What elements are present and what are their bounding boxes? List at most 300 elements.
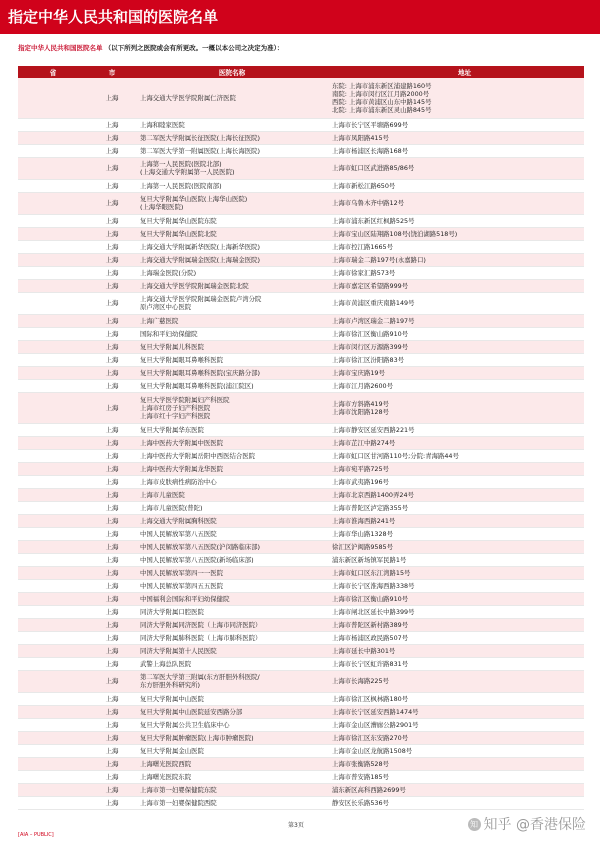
cell-hospital-name [136,266,328,279]
cell-province [18,131,88,144]
cell-address [328,553,584,566]
cell-city: 上海 [88,214,136,227]
cell-city: 上海 [88,192,136,214]
cell-hospital-name [136,462,328,475]
cell-address [328,605,584,618]
page-number: 第3页 [288,822,304,829]
cell-address [328,670,584,692]
cell-hospital-name [136,783,328,796]
cell-city: 上海 [88,514,136,527]
address-line: 上海市闵行区万源路399号 [332,342,409,351]
cell-province [18,436,88,449]
cell-address [328,314,584,327]
cell-hospital-name [136,731,328,744]
table-header-row [18,66,584,78]
address-line: 上海市宝庆路19号 [332,368,385,377]
cell-city: 上海 [88,783,136,796]
address-line: 上海市虹口区东江湾路15号 [332,568,411,577]
cell-province [18,540,88,553]
table-row [18,227,584,240]
address-line: 上海市芷江中路274号 [332,438,396,447]
hospital-name-line: 第二军医大学第一附属医院(上海长海医院) [140,146,261,155]
cell-city: 上海 [88,488,136,501]
address-line: 上海市徐汇区衡山路910号 [332,329,409,338]
cell-address [328,488,584,501]
cell-province [18,227,88,240]
address-line: 上海市长宁区虹许路831号 [332,659,409,668]
cell-province [18,718,88,731]
hospital-name-line: 上海曙光医院西院 [140,759,192,768]
cell-province [18,340,88,353]
cell-city: 上海 [88,501,136,514]
address-line: 上海市武夷路196号 [332,477,389,486]
cell-province [18,327,88,340]
address-line: 上海市乌鲁木齐中路12号 [332,199,405,207]
cell-city: 上海 [88,253,136,266]
cell-province [18,783,88,796]
table-row [18,118,584,131]
cell-city: 上海 [88,227,136,240]
hospital-name-line: 复旦大学附属肿瘤医院(上海市肿瘤医院) [140,733,254,742]
cell-province [18,618,88,631]
table-row [18,462,584,475]
table-row [18,731,584,744]
cell-province [18,179,88,192]
cell-hospital-name [136,392,328,423]
page-title: 指定中华人民共和国的医院名单 [8,8,219,26]
address-line: 上海市长宁区淮海西路338号 [332,581,415,590]
cell-address [328,731,584,744]
cell-address [328,253,584,266]
cell-province [18,705,88,718]
cell-hospital-name [136,340,328,353]
cell-hospital-name [136,240,328,253]
cell-hospital-name [136,540,328,553]
col-header-city: 市 [88,66,136,78]
cell-city: 上海 [88,540,136,553]
table-row [18,757,584,770]
cell-province [18,670,88,692]
title-bar [0,0,600,34]
cell-city: 上海 [88,157,136,179]
cell-hospital-name [136,579,328,592]
address-line: 上海市徐汇区东安路270号 [332,733,409,742]
cell-city: 上海 [88,718,136,731]
table-row [18,392,584,423]
hospital-table [18,66,584,810]
hospital-name-line: 上海中医药大学附属龙华医院 [140,464,224,473]
hospital-name-line: 上海市红房子妇产科医院 [140,403,211,412]
cell-city: 上海 [88,757,136,770]
cell-province [18,514,88,527]
col-header-hospital-name: 医院名称 [136,66,328,78]
cell-address [328,392,584,423]
cell-province [18,731,88,744]
address-line: 上海市北京西路1400弄24号 [332,490,414,499]
cell-city: 上海 [88,118,136,131]
cell-city: 上海 [88,692,136,705]
cell-city: 上海 [88,731,136,744]
address-line: 北院: 上海市浦东新区灵山路845号 [332,105,432,114]
cell-province [18,631,88,644]
table-row [18,379,584,392]
cell-hospital-name [136,631,328,644]
cell-city: 上海 [88,566,136,579]
cell-hospital-name [136,179,328,192]
hospital-name-line: 上海交通大学医学院附属瑞金医院卢湾分院 [140,295,262,303]
subtitle-label: 指定中华人民共和国医院名单 [18,44,103,52]
cell-city: 上海 [88,527,136,540]
cell-city: 上海 [88,449,136,462]
hospital-name-line: 上海市皮肤病性病防治中心 [140,477,217,486]
address-line: 上海市浦东新区红枫路525号 [332,216,415,225]
cell-city: 上海 [88,366,136,379]
table-row [18,179,584,192]
address-line: 上海市金山区漕廊公路2901号 [332,720,419,729]
address-line: 上海市普安路185号 [332,772,389,781]
table-row [18,436,584,449]
cell-province [18,692,88,705]
cell-address [328,266,584,279]
table-row [18,501,584,514]
cell-city: 上海 [88,327,136,340]
cell-city: 上海 [88,670,136,692]
cell-province [18,253,88,266]
table-row [18,605,584,618]
hospital-name-line: 复旦大学附属儿科医院 [140,342,204,351]
hospital-name-line: 上海中医药大学附属岳阳中西医结合医院 [140,451,256,460]
cell-province [18,796,88,809]
cell-hospital-name [136,192,328,214]
cell-hospital-name [136,592,328,605]
table-row [18,744,584,757]
cell-address [328,144,584,157]
cell-hospital-name [136,449,328,462]
hospital-name-line: 上海瑞金医院(分院) [140,268,197,277]
hospital-name-line: 上海第一人民医院(医院南部) [140,181,222,190]
cell-hospital-name [136,292,328,314]
cell-province [18,462,88,475]
cell-address [328,462,584,475]
cell-address [328,592,584,605]
hospital-name-line: 上海和睦家医院 [140,120,185,129]
address-line: 上海市闸北区延长中路399号 [332,607,415,616]
cell-address [328,214,584,227]
cell-hospital-name [136,744,328,757]
cell-address [328,340,584,353]
cell-address [328,157,584,179]
hospital-name-line: 武警上海总队医院 [140,659,192,668]
cell-hospital-name [136,605,328,618]
table-row [18,131,584,144]
address-line: 上海市静安区延安西路221号 [332,425,415,434]
cell-hospital-name [136,214,328,227]
hospital-name-line: 上海广慈医院 [140,316,179,325]
col-header-province: 省 [18,66,88,78]
cell-province [18,592,88,605]
table-row [18,657,584,670]
hospital-name-line: 同济大学附属第十人民医院 [140,646,217,655]
cell-province [18,449,88,462]
cell-hospital-name [136,757,328,770]
cell-city: 上海 [88,392,136,423]
cell-city: 上海 [88,644,136,657]
cell-address [328,757,584,770]
cell-hospital-name [136,253,328,266]
address-line: 上海市沈阳路128号 [332,407,389,416]
watermark-text: 知乎 @香港保险 [483,817,586,833]
table-row [18,514,584,527]
hospital-name-line: 复旦大学附属眼耳鼻喉科医院 [140,355,224,364]
cell-province [18,657,88,670]
cell-address [328,279,584,292]
cell-address [328,449,584,462]
address-line: 徐汇区沪闽路9585号 [332,542,393,551]
cell-hospital-name [136,157,328,179]
cell-address [328,327,584,340]
hospital-name-line: 复旦大学附属中山医院延安西路分部 [140,707,243,716]
cell-province [18,770,88,783]
table-row [18,327,584,340]
cell-address [328,475,584,488]
cell-city: 上海 [88,605,136,618]
address-line: 上海市张衡路528号 [332,759,389,768]
cell-province [18,501,88,514]
table-row [18,340,584,353]
cell-address [328,796,584,809]
table-row [18,553,584,566]
subtitle-note: （以下所列之医院或会有所更改。一概以本公司之决定为准）： [104,44,284,52]
cell-city: 上海 [88,78,136,118]
hospital-name-line: 同济大学附属口腔医院 [140,607,204,616]
cell-province [18,279,88,292]
cell-province [18,744,88,757]
address-line: 上海市虹口区武进路85/86号 [332,164,415,172]
cell-address [328,78,584,118]
cell-hospital-name [136,705,328,718]
subtitle [18,43,283,52]
hospital-name-line: 上海交通大学附属新华医院(上海新华医院) [140,242,261,251]
address-line: 东院: 上海市浦东新区浦建路160号 [332,81,432,90]
table-row [18,488,584,501]
address-line: 上海市方斜路419号 [332,399,389,408]
table-row [18,253,584,266]
cell-province [18,118,88,131]
hospital-name-line: 国际和平妇幼保健院 [140,329,198,338]
zhihu-logo-icon: 知 [468,818,481,831]
cell-province [18,214,88,227]
hospital-name-line: 复旦大学附属中山医院 [140,694,204,703]
cell-hospital-name [136,279,328,292]
cell-address [328,227,584,240]
hospital-name-line: 上海交通大学附属胸科医院 [140,516,217,525]
table-row [18,579,584,592]
cell-hospital-name [136,475,328,488]
cell-address [328,657,584,670]
cell-hospital-name [136,770,328,783]
cell-province [18,314,88,327]
hospital-name-line: 中国人民解放军第八五医院(新场临床部) [140,555,254,564]
address-line: 上海市华山路1328号 [332,529,393,538]
cell-address [328,501,584,514]
address-line: 南院: 上海市闵行区江月路2000号 [332,89,430,98]
address-line: 上海市徐家汇路573号 [332,268,396,277]
table-row [18,266,584,279]
cell-city: 上海 [88,705,136,718]
cell-province [18,192,88,214]
cell-province [18,157,88,179]
cell-hospital-name [136,131,328,144]
cell-city: 上海 [88,179,136,192]
table-row [18,214,584,227]
cell-address [328,179,584,192]
cell-city: 上海 [88,131,136,144]
table-row [18,449,584,462]
address-line: 上海市黄浦区重庆南路149号 [332,299,415,307]
hospital-name-line: 同济大学附属肺科医院（上海市肺科医院） [140,633,262,642]
cell-address [328,240,584,253]
address-line: 上海市控江路1665号 [332,242,393,251]
cell-hospital-name [136,527,328,540]
table-row [18,157,584,179]
hospital-name-line: 复旦大学附属华山医院北院 [140,229,217,238]
hospital-name-line: 中国人民解放军第四五五医院 [140,581,224,590]
cell-address [328,527,584,540]
hospital-name-line: 复旦大学附属公共卫生临床中心 [140,720,230,729]
hospital-name-line: 复旦大学附属眼耳鼻喉科医院(浦江院区) [140,381,254,390]
cell-hospital-name [136,657,328,670]
table-row [18,783,584,796]
cell-address [328,131,584,144]
address-line: 浦东新区新场镇军民路1号 [332,555,407,564]
cell-city: 上海 [88,796,136,809]
hospital-name-line: 中国福利会国际和平妇幼保健院 [140,594,230,603]
cell-province [18,379,88,392]
cell-address [328,118,584,131]
cell-hospital-name [136,423,328,436]
address-line: 上海市杨浦区政民路507号 [332,633,409,642]
cell-city: 上海 [88,553,136,566]
hospital-name-line: 同济大学附属同济医院（上海市同济医院） [140,620,262,629]
address-line: 上海市延长中路301号 [332,646,396,655]
hospital-name-line: 东方肝胆外科研究所) [140,681,201,689]
cell-province [18,488,88,501]
cell-hospital-name [136,644,328,657]
hospital-name-line: (上海交通大学附属第一人民医院) [140,168,235,176]
cell-province [18,266,88,279]
cell-province [18,240,88,253]
cell-hospital-name [136,618,328,631]
cell-hospital-name [136,436,328,449]
cell-hospital-name [136,227,328,240]
address-line: 上海市金山区龙航路1508号 [332,746,413,755]
cell-address [328,770,584,783]
cell-address [328,423,584,436]
cell-city: 上海 [88,240,136,253]
cell-province [18,144,88,157]
table-row [18,240,584,253]
cell-address [328,631,584,644]
cell-city: 上海 [88,353,136,366]
cell-province [18,757,88,770]
table-row [18,527,584,540]
address-line: 上海市新松江路650号 [332,181,396,190]
cell-province [18,566,88,579]
address-line: 浦东新区高科西路2699号 [332,785,406,794]
table-row [18,423,584,436]
address-line: 上海市虹口区甘河路110号;分院:青海路44号 [332,451,459,460]
address-line: 上海市凤阳路415号 [332,133,389,142]
table-row [18,592,584,605]
hospital-name-line: 上海市儿童医院 [140,490,185,499]
hospital-name-line: 上海交通大学医学院附属瑞金医院北院 [140,281,249,290]
table-row [18,279,584,292]
cell-hospital-name [136,566,328,579]
cell-province [18,366,88,379]
cell-hospital-name [136,692,328,705]
address-line: 上海市宝山区陆翔路108号(饶泊湖路518号) [332,229,458,238]
cell-province [18,292,88,314]
address-line: 上海市杨浦区长海路168号 [332,146,409,155]
table-body [18,78,584,809]
hospital-name-line: 上海市红十字妇产科医院 [140,411,211,420]
hospital-name-line: 复旦大学附属华东医院 [140,425,204,434]
cell-hospital-name [136,796,328,809]
table-row [18,475,584,488]
cell-hospital-name [136,553,328,566]
cell-address [328,379,584,392]
cell-address [328,579,584,592]
cell-address [328,618,584,631]
table-row [18,314,584,327]
cell-city: 上海 [88,657,136,670]
address-line: 上海市徐汇区枫林路180号 [332,694,409,703]
cell-address [328,705,584,718]
address-line: 上海市淮海西路241号 [332,516,396,525]
cell-province [18,392,88,423]
cell-city: 上海 [88,436,136,449]
cell-city: 上海 [88,770,136,783]
cell-address [328,718,584,731]
cell-province [18,78,88,118]
watermark [468,814,586,834]
hospital-name-line: 中国人民解放军第四一一医院 [140,568,224,577]
address-line: 上海市普陀区泸定路355号 [332,503,409,512]
address-line: 上海市卢湾区瑞金二路197号 [332,316,415,325]
address-line: 上海市长宁区延安西路1474号 [332,707,419,716]
cell-hospital-name [136,501,328,514]
table-row [18,540,584,553]
hospital-name-line: 复旦大学附属华山医院(上海华山医院) [140,195,248,203]
cell-city: 上海 [88,340,136,353]
address-line: 西院: 上海市黄浦区山东中路145号 [332,97,432,106]
cell-hospital-name [136,353,328,366]
cell-province [18,644,88,657]
hospital-name-line: 上海市第一妇婴保健院东院 [140,785,217,794]
col-header-address: 地址 [328,66,584,78]
table-row [18,796,584,809]
cell-province [18,605,88,618]
address-line: 上海市徐汇区汾阳路83号 [332,355,405,364]
address-line: 静安区长乐路536号 [332,798,389,807]
address-line: 上海市瑞金二路197号(永嘉路口) [332,255,426,264]
cell-hospital-name [136,379,328,392]
table-row [18,644,584,657]
cell-address [328,436,584,449]
cell-address [328,292,584,314]
cell-hospital-name [136,118,328,131]
table-row [18,770,584,783]
